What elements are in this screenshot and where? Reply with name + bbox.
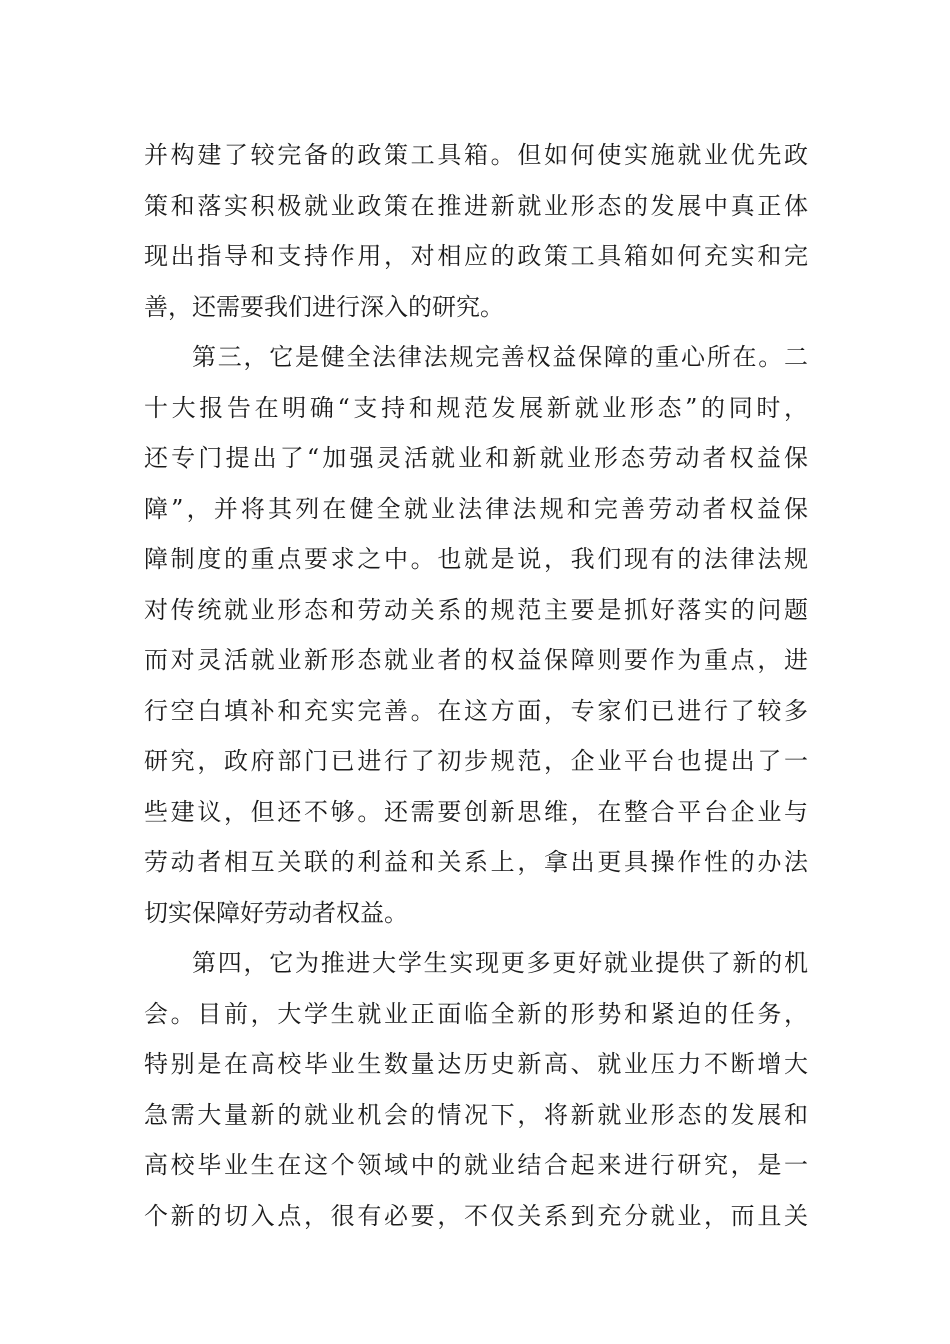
text-line: 障”，并将其列在健全就业法律法规和完善劳动者权益保: [144, 494, 808, 523]
text-line: 些建议，但还不够。还需要创新思维，在整合平台企业与: [144, 797, 808, 826]
text-line: 高校毕业生在这个领域中的就业结合起来进行研究，是一: [144, 1151, 808, 1179]
paragraph-1: [144, 130, 808, 332]
text-line: 研究，政府部门已进行了初步规范，企业平台也提出了一: [144, 747, 808, 775]
text-line: 会。目前，大学生就业正面临全新的形势和紧迫的任务，: [144, 999, 808, 1028]
text-line: 个新的切入点，很有必要，不仅关系到充分就业，而且关: [144, 1201, 808, 1230]
text-line: 行空白填补和充实完善。在这方面，专家们已进行了较多: [144, 696, 808, 725]
text-line: 切实保障好劳动者权益。: [144, 898, 408, 927]
text-line: 对传统就业形态和劳动关系的规范主要是抓好落实的问题: [144, 595, 808, 624]
text-line: 特别是在高校毕业生数量达历史新高、就业压力不断增大: [144, 1050, 808, 1078]
text-line: 现出指导和支持作用，对相应的政策工具箱如何充实和完: [144, 242, 808, 270]
text-line: 善，还需要我们进行深入的研究。: [144, 292, 504, 321]
text-line: 第四，它为推进大学生实现更多更好就业提供了新的机: [192, 949, 808, 977]
document-body: [144, 130, 808, 1241]
text-line: 急需大量新的就业机会的情况下，将新就业形态的发展和: [144, 1100, 808, 1129]
text-line: 劳动者相互关联的利益和关系上，拿出更具操作性的办法: [144, 848, 808, 876]
paragraph-2: [144, 332, 808, 938]
text-line: 并构建了较完备的政策工具箱。但如何使实施就业优先政: [144, 141, 808, 169]
text-line: 第三，它是健全法律法规完善权益保障的重心所在。二: [192, 343, 808, 371]
text-line: 策和落实积极就业政策在推进新就业形态的发展中真正体: [144, 191, 808, 220]
text-line: 而对灵活就业新形态就业者的权益保障则要作为重点，进: [144, 646, 808, 674]
text-line: 还专门提出了“加强灵活就业和新就业形态劳动者权益保: [144, 444, 808, 472]
text-line: 十大报告在明确“支持和规范发展新就业形态”的同时，: [144, 393, 808, 422]
paragraph-3: [144, 938, 808, 1241]
text-line: 障制度的重点要求之中。也就是说，我们现有的法律法规: [144, 545, 808, 573]
